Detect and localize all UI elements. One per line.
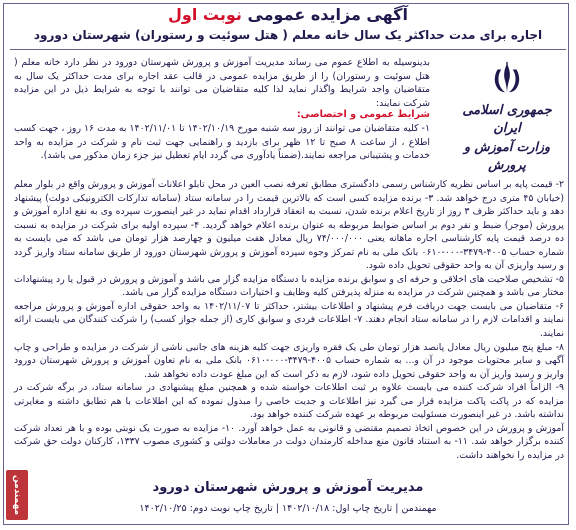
newspaper-watermark: مهمندمن [6, 470, 28, 520]
logo-ministry-name: وزارت آموزش و پرورش [463, 139, 550, 172]
title-accent: نوبت اول [168, 5, 242, 24]
title-main: آگهی مزایده عمومی [241, 5, 408, 24]
conditions-list [14, 178, 564, 462]
condition-item: آموزش و پرورش در این خصوص اتخاذ تصمیم مقتضی و قانونی به عمل خواهد آورد. ۱۰- مزایده به صورت یک نوبتی بوده و با هر تعداد شرکت کننده برگزار خواهد شد. ۱۱- به استناد قانون منع مداخله کارمندان دولت در معاملات دولتی و کشوری مصوب ۱۳۳۷، کارکنان دولت حق شرکت در مزایده را نخواهند داشت. [14, 422, 565, 461]
condition-item: ۶- متقاضیان می بایست جهت دریافت فرم پیشنهاد و اطلاعات بیشتر، حداکثر تا ۱۴۰۲/۱۱/۰۷ به واحد حقوقی اداره آموزش و پرورش مراجعه نمایند و اقدامات لازم را در سامانه ستاد انجام دهند. ۷- اطلاعات فردی و سوابق کاری (از جمله جواز کسب) را شرکت کنندگان می بایست ارائه نمایند. [14, 300, 564, 340]
condition-item: ۲- قیمت پایه بر اساس نظریه کارشناس رسمی دادگستری مطابق تعرفه نصب العین در محل تابلو اعلانات آموزش و پرورش واقع در بلوار معلم (خیابان ۴۵ متری درج خواهد شد. ۳- برنده مزایده کسی است که بالاترین قیمت را در سامانه ستاد (سامانه تدارکات الکترونیکی دولت) پیشنهاد دهد و باید حداکثر ظرف ۳ روز از تاریخ اعلام برنده شدن، نسبت به انعقاد قرارداد اقدام نماید در غیر اینصورت سپرده وی به نفع اداره آموزش و پرورش (موجر) ضبط و نفر دوم بر اساس ضوابط مربوطه به عنوان برنده اعلام خواهد گردید. ۴- سپرده اولیه برای شرکت در مزایده به نسبت ده درصد قیمت پایه کارشناسی اجاره ماهانه یعنی ۷۴/۰۰۰/۰۰۰ ریال معادل هفت میلیون و چهارصد هزار تومان می باشد که می بایست به شماره حساب ۴۰۰۵-۳۴۷۹-۰۰۰-۰۶۱۰ بانک ملی به نام تمرکز وجوه سپرده آموزش و پرورش شهرستان دورود از طریق سامانه ستاد واریز گردد و رسید واریزی آن به واحد حقوقی تحویل داده شود. [14, 179, 565, 272]
iran-emblem-icon [488, 60, 526, 98]
intro-paragraph: بدینوسیله به اطلاع عموم می رساند مدیریت آموزش و پرورش شهرستان دورود در نظر دارد خانه معلم ( هتل سوئیت و رستوران) را از طریق مزایده عمومی در قالب عقد اجاره برای مدت حداکثر یک سال به متقاضیان واجد شرایط واگذار نماید لذا کلیه متقاضیان می توانند با توجه به شرایط ذیل در این مزایده شرکت نمایند: [14, 57, 430, 109]
condition-item: ۵- تشخیص صلاحیت های اخلاقی و حرفه ای و سوابق برنده مزایده با دستگاه مزایده گزار می باشد و آموزش و پرورش در قبول یا رد پیشنهادات مختار می باشد و همچنین شرکت در مزایده به منزله پذیرفتن کلیه وظایف و اختیارات دستگاه مزایده گزار می باشد. [14, 273, 564, 299]
ministry-logo [452, 60, 562, 172]
logo-country-name: جمهوری اسلامی ایران [462, 103, 552, 136]
condition-item: ۹- الزاماً افراد شرکت کننده می بایست علاوه بر ثبت اطلاعات خواسته شده و همچنین مبلغ پیشنهادی در سامانه ستاد، در برگه شرکت در مزایده که در پاکت پاکت مزایده قرار می گیرد نیز اطلاعات و جدیت خاصی را مبذول نموده که این اطلاعات با هم تطابق داشته و مغایرتی نداشته باشد. در غیر اینصورت مسئولیت مربوطه بر عهده شرکت کننده خواهد بود. [14, 382, 564, 421]
condition-item: ۸- مبلغ پنج میلیون ریال معادل پانصد هزار تومان طی یک فقره واریزی جهت کلیه هزینه های جانبی ناشی از شرکت در مزایده و طراحی و چاپ آگهی و سایر محتویات موجود در آن و... به شماره حساب ۴۰۰۵-۳۴۷۹-۰۰۰-۰۶۱۰ بانک ملی به نام تعاون آموزش و پرورش شهرستان دورود واریز و رسید واریز آن به واحد حقوقی تحویل داده شود، لازم به ذکر است که این مبلغ عودت داده نخواهد شد. [14, 341, 564, 380]
notice-subtitle: اجاره برای مدت حداکثر یک سال خانه معلم ( هتل سوئیت و رستوران) شهرستان دورود [33, 28, 543, 42]
publication-dates: مهمندمن | تاریخ چاپ اول: ۱۴۰۲/۱۰/۱۸ | تاریخ چاپ نوبت دوم: ۱۴۰۲/۱۰/۲۵ [139, 503, 437, 514]
signature-line: مدیریت آموزش و پرورش شهرستان دورود [152, 480, 424, 495]
condition-item: ۱- کلیه متقاضیان می توانند از روز سه شنبه مورخ ۱۴۰۲/۱۰/۱۹ تا ۱۴۰۲/۱۱/۰۱ به مدت ۱۶ روز ، جهت کسب اطلاع ، از ساعت ۸ صبح تا ۱۲ ظهر برای بازدید و راهنمایی جهت ثبت نام و شرکت در مزایده به واحد خدمات و پشتیبانی مراجعه نمایند.(ضمناً یادآوری می گردد ایام تعطیل نیز جزء زمان مذکور می باشد). [14, 123, 431, 162]
conditions-heading: شرایط عمومی و اختصاصی: [296, 109, 430, 120]
notice-title [0, 5, 576, 24]
header-divider [10, 49, 566, 50]
